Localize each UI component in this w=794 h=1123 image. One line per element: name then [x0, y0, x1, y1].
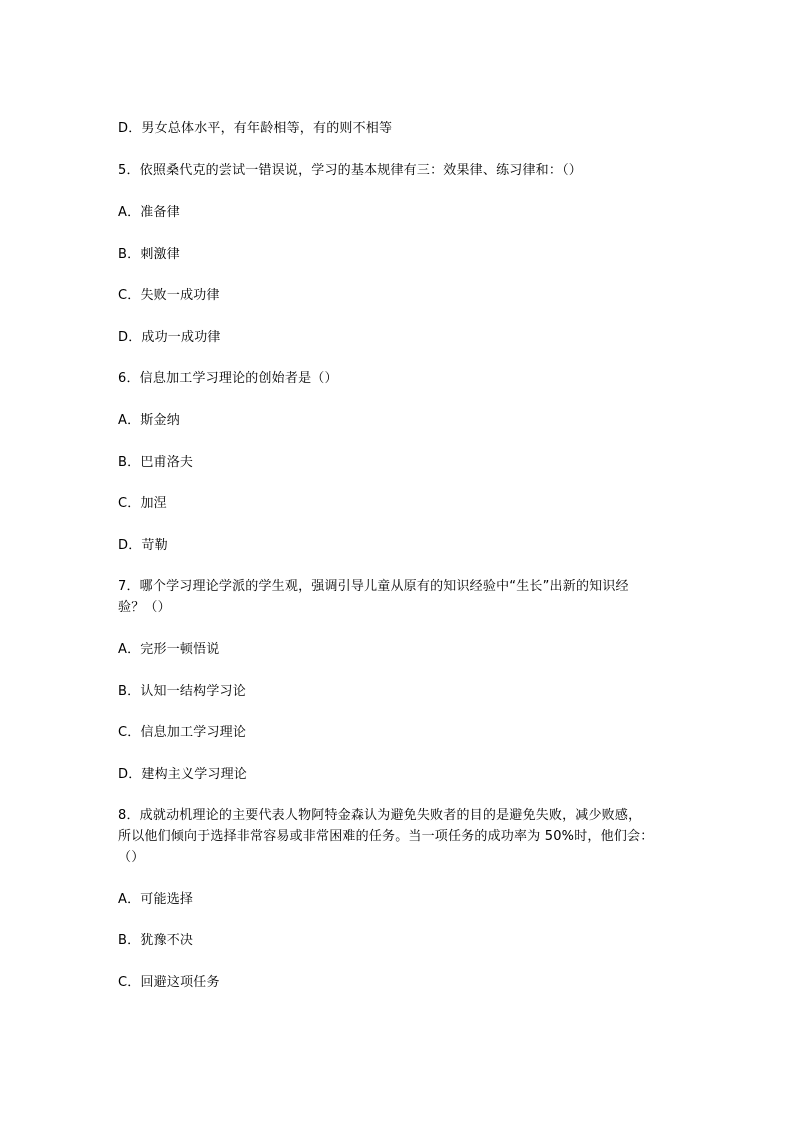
question-8-line-2: 所以他们倾向于选择非常容易或非常困难的任务。当一项任务的成功率为 50%时，他们会：	[118, 829, 654, 844]
option-c-q7: C．信息加工学习理论	[118, 725, 247, 740]
question-7-line-2: 验？（）	[118, 600, 171, 615]
question-8-line-3: （）	[118, 850, 145, 865]
option-a-q8: A．可能选择	[118, 892, 194, 907]
option-d-q4: D．男女总体水平，有年龄相等，有的则不相等	[118, 121, 393, 136]
option-a-q7: A．完形一顿悟说	[118, 642, 220, 657]
option-a-q6: A．斯金纳	[118, 413, 180, 428]
option-b-q6: B．巴甫洛夫	[118, 455, 194, 470]
option-c-q6: C．加涅	[118, 496, 167, 511]
question-8-line-1: 8．成就动机理论的主要代表人物阿特金森认为避免失败者的目的是避免失败，减少败感，	[118, 808, 642, 823]
option-c-q5: C．失败一成功律	[118, 288, 220, 303]
option-c-q8: C．回避这项任务	[118, 975, 220, 990]
question-5: 5．依照桑代克的尝试一错误说，学习的基本规律有三：效果律、练习律和：（）	[118, 163, 582, 178]
option-d-q7: D．建构主义学习理论	[118, 767, 248, 782]
question-6: 6．信息加工学习理论的创始者是（）	[118, 371, 338, 386]
option-b-q7: B．认知一结构学习论	[118, 684, 246, 699]
option-a-q5: A．准备律	[118, 205, 180, 220]
option-b-q8: B．犹豫不决	[118, 933, 194, 948]
option-d-q6: D．苛勒	[118, 538, 168, 553]
question-7-line-1: 7．哪个学习理论学派的学生观，强调引导儿童从原有的知识经验中“生长”出新的知识经	[118, 579, 629, 594]
option-b-q5: B．刺激律	[118, 247, 180, 262]
option-d-q5: D．成功一成功律	[118, 330, 221, 345]
